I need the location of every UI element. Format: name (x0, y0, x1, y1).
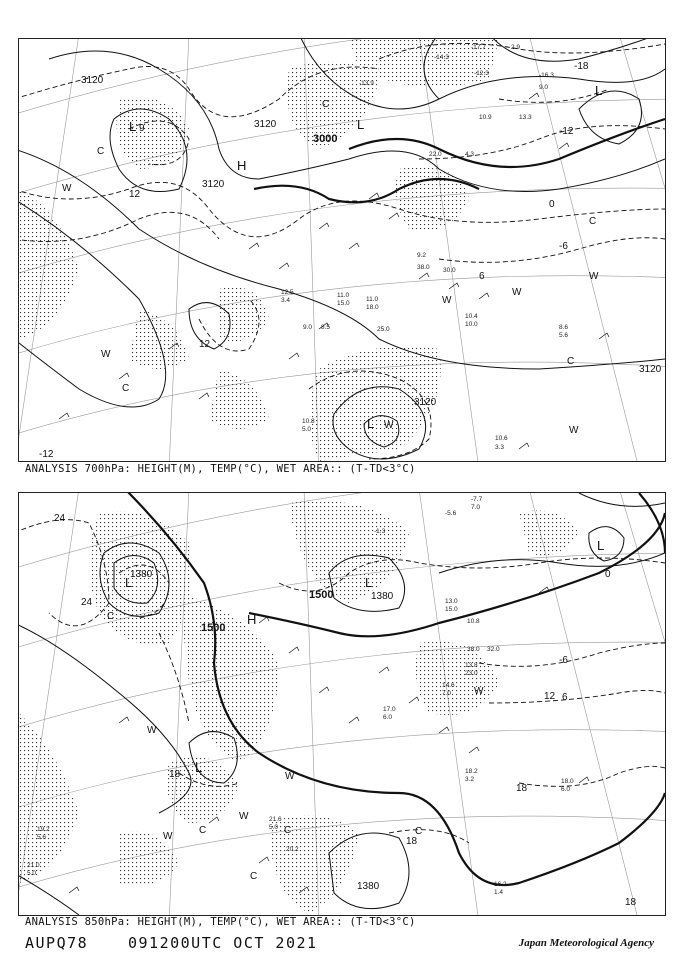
isotherm-label: -6 (559, 241, 568, 252)
warm-cold-marker: W (569, 425, 579, 436)
station-value: 10.4 (465, 313, 478, 320)
isotherm-label: -6 (559, 655, 568, 666)
warm-cold-marker: W (62, 183, 72, 194)
contour-label-bold: 1500 (201, 622, 226, 634)
station-value: 9.2 (417, 252, 427, 259)
isotherm-label: 18 (516, 783, 528, 794)
isotherm-label: 6 (479, 271, 485, 282)
chart-850hpa (18, 492, 666, 916)
contour-label: 3120 (202, 179, 225, 190)
station-value: 13.0 (445, 598, 458, 605)
caption-850hpa: ANALYSIS 850hPa: HEIGHT(M), TEMP(°C), WET AREA:: (T-TD<3°C) (25, 916, 416, 928)
station-value: 11.0 (337, 292, 350, 299)
low-pressure-center: L (129, 119, 137, 134)
warm-cold-marker: W (384, 420, 394, 431)
warm-cold-marker: W (589, 271, 599, 282)
station-value: 8.5 (321, 324, 331, 331)
station-value: 6.0 (561, 786, 571, 793)
warm-cold-marker: C (415, 826, 423, 837)
contour-label: 3120 (254, 119, 277, 130)
station-value: 15.0 (445, 606, 458, 613)
isotherm-label: 24 (81, 597, 93, 608)
isotherm-label: 12 (129, 189, 141, 200)
station-value: 4.3 (465, 151, 475, 158)
isotherm-label: 24 (54, 513, 66, 524)
low-pressure-center: L (597, 538, 605, 553)
station-value: 20.2 (286, 846, 299, 853)
station-value: 38.0 (417, 264, 430, 271)
station-value: 3.3 (495, 444, 505, 451)
station-value: 15.0 (337, 300, 350, 307)
warm-cold-marker: W (147, 725, 157, 736)
station-value: -7.7 (471, 496, 483, 503)
warm-cold-marker: W (101, 349, 111, 360)
warm-cold-marker: W (474, 686, 484, 697)
station-value: 10.6 (495, 435, 508, 442)
station-value: 6.0 (383, 714, 393, 721)
station-value: 21.0 (27, 862, 40, 869)
station-value: 7.0 (442, 690, 452, 697)
agency-credit: Japan Meteorological Agency (518, 937, 654, 949)
station-value: 5.0 (302, 426, 312, 433)
isotherm-label: 0 (605, 569, 611, 580)
contour-label-bold: 3000 (313, 133, 338, 145)
station-value: 30.0 (443, 267, 456, 274)
warm-cold-marker: C (199, 825, 207, 836)
station-value: -1.3 (374, 528, 386, 535)
station-value: 3.2 (465, 776, 475, 783)
low-pressure-center: L (125, 575, 133, 590)
isotherm-label: -18 (574, 61, 589, 72)
isotherm-label: 18 (406, 836, 418, 847)
warm-cold-marker: W (285, 771, 295, 782)
station-value: -16.3 (539, 72, 554, 79)
low-pressure-value: 9 (139, 123, 145, 134)
wet-areas (19, 501, 579, 913)
warm-cold-marker: C (322, 99, 330, 110)
high-pressure-center: H (247, 612, 257, 627)
isotherm-label: -12 (559, 126, 574, 137)
station-value: 12.5 (281, 289, 294, 296)
contour-label: 1380 (371, 591, 394, 602)
station-value: 38.0 (467, 646, 480, 653)
station-value: 13.3 (519, 114, 532, 121)
station-value: 25.0 (377, 326, 390, 333)
contour-label-bold: 1500 (309, 589, 334, 601)
warm-cold-marker: C (97, 146, 105, 157)
low-pressure-center: L (367, 416, 375, 431)
station-value: 13.8 (465, 662, 478, 669)
map-850hpa (19, 493, 665, 915)
warm-cold-marker: C (107, 611, 115, 622)
station-value: 9.0 (539, 84, 549, 91)
isotherm-label: 12 (544, 691, 556, 702)
warm-cold-marker: C (284, 825, 292, 836)
isotherm-label: 6 (562, 692, 568, 703)
warm-cold-marker: C (567, 356, 575, 367)
station-value: -17.7 (471, 44, 486, 51)
contour-label: 3120 (81, 75, 104, 86)
low-pressure-center: L (595, 83, 603, 98)
station-value: -13.9 (359, 80, 374, 87)
isotherm-label: 18 (625, 897, 637, 908)
station-value: 7.0 (471, 504, 481, 511)
isotherm-label: -12 (39, 449, 54, 460)
station-value: 14.6 (442, 682, 455, 689)
contour-label: 3120 (639, 364, 662, 375)
station-value: 16.2 (494, 881, 507, 888)
contour-label: 3120 (414, 397, 437, 408)
chart-700hpa (18, 38, 666, 462)
station-value: -12.3 (474, 70, 489, 77)
station-value: 32.0 (487, 646, 500, 653)
low-pressure-center: L (195, 760, 203, 775)
station-value: 5.0 (27, 870, 37, 877)
isotherm-label: 0 (549, 199, 555, 210)
isotherm-label: 18 (169, 769, 181, 780)
warm-cold-marker: C (589, 216, 597, 227)
station-value: 21.6 (269, 816, 282, 823)
warm-cold-marker: W (442, 295, 452, 306)
warm-cold-marker: W (163, 831, 173, 842)
station-value: 17.0 (383, 706, 396, 713)
warm-cold-marker: C (122, 383, 130, 394)
caption-700hpa: ANALYSIS 700hPa: HEIGHT(M), TEMP(°C), WET AREA:: (T-TD<3°C) (25, 463, 416, 475)
station-value: 5.6 (559, 332, 569, 339)
station-value: 1.4 (494, 889, 504, 896)
isotherm-label: 12 (199, 339, 211, 350)
station-value: 10.0 (465, 321, 478, 328)
station-value: 5.0 (269, 824, 279, 831)
station-value: 19.2 (37, 826, 50, 833)
station-value: 22.0 (429, 151, 442, 158)
chart-code: AUPQ78 (25, 934, 89, 952)
station-value: 2.9 (511, 44, 521, 51)
warm-cold-marker: W (512, 287, 522, 298)
station-value: 18.2 (465, 768, 478, 775)
station-value: 10.9 (479, 114, 492, 121)
station-value: 5.6 (37, 834, 47, 841)
station-value: 18.0 (366, 304, 379, 311)
station-value: 23.0 (465, 670, 478, 677)
low-pressure-center: L (357, 117, 365, 132)
map-700hpa (19, 39, 665, 461)
station-value: 3.4 (281, 297, 291, 304)
station-value: 10.8 (467, 618, 480, 625)
contour-label: 1380 (130, 569, 153, 580)
low-pressure-center: L (365, 575, 373, 590)
warm-cold-marker: C (250, 871, 258, 882)
station-value: -5.6 (445, 510, 457, 517)
station-value: -14.3 (434, 54, 449, 61)
high-pressure-center: H (237, 158, 247, 173)
station-value: 10.8 (302, 418, 315, 425)
station-value: 18.0 (561, 778, 574, 785)
contour-label: 1380 (357, 881, 380, 892)
station-value: 9.0 (303, 324, 313, 331)
analysis-datetime: 091200UTC OCT 2021 (128, 934, 318, 952)
station-value: 11.0 (366, 296, 379, 303)
station-value: 8.6 (559, 324, 569, 331)
warm-cold-marker: W (239, 811, 249, 822)
